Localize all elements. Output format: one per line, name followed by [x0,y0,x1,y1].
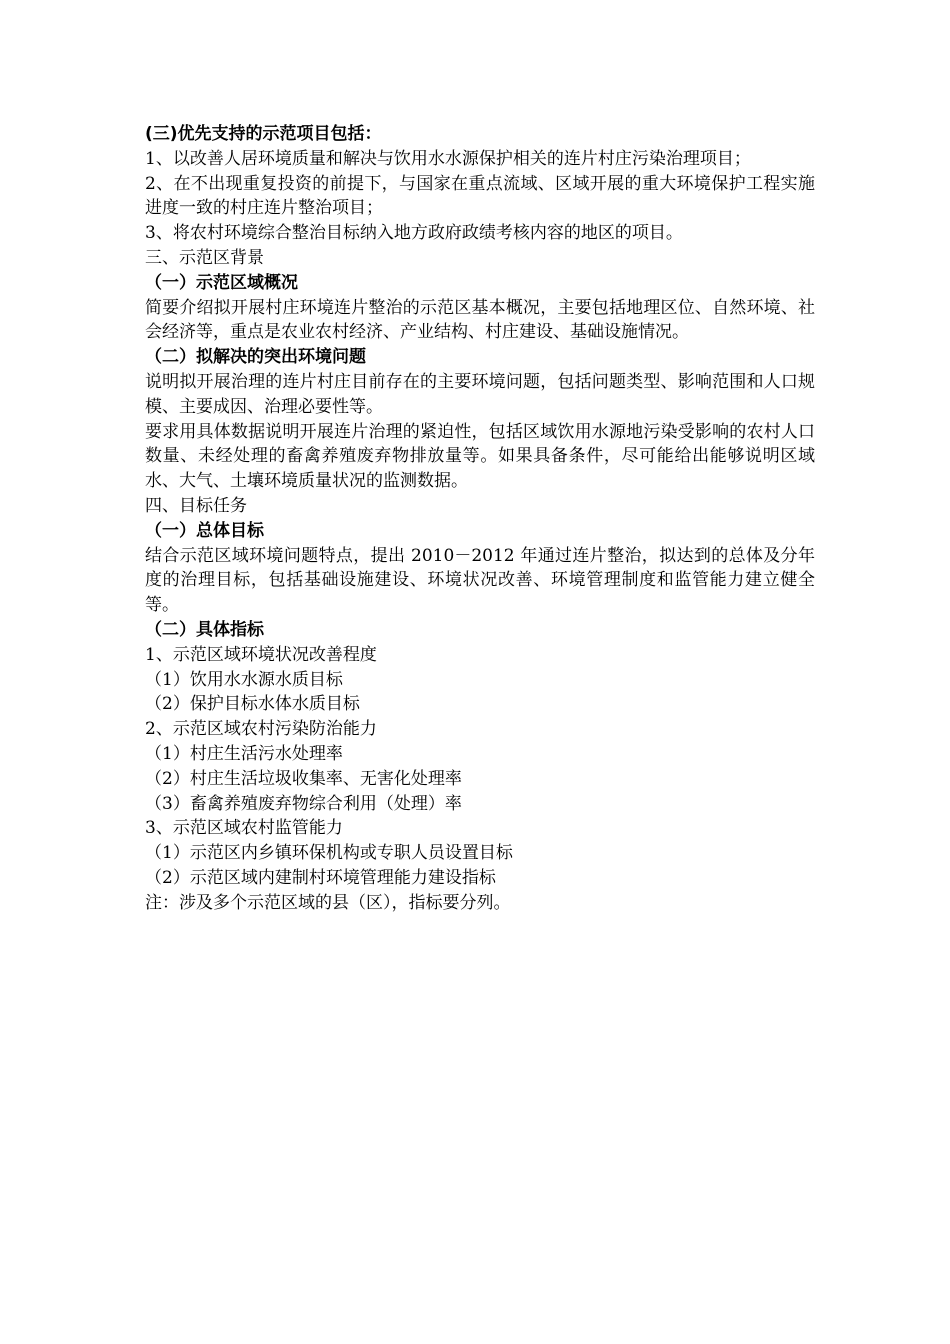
list-item: 2、示范区域农村污染防治能力 [145,719,377,740]
paragraph: 结合示范区域环境问题特点，提出 2010－2012 年通过连片整治，拟达到的总体及分年度的治理目标，包括基础设施建设、环境状况改善、环境管理制度和监管能力建立健全等。 [145,545,815,616]
subsection-heading-overall-goal: （一）总体目标 [145,520,264,541]
list-item: 2、在不出现重复投资的前提下，与国家在重点流域、区域开展的重大环境保护工程实施进度一致的村庄连片整治项目； [145,173,815,219]
paragraph: 要求用具体数据说明开展连片治理的紧迫性，包括区域饮用水源地污染受影响的农村人口数量、未经处理的畜禽养殖废弃物排放量等。如果具备条件，尽可能给出能够说明区域水、大气、土壤环境质量状况的监测数据。 [145,421,815,492]
list-item: （1）示范区内乡镇环保机构或专职人员设置目标 [145,843,513,864]
list-item: （1）饮用水水源水质目标 [145,669,343,690]
subsection-heading-indicators: （二）具体指标 [145,619,264,640]
list-item: 3、示范区域农村监管能力 [145,818,343,839]
list-item: （2）示范区域内建制村环境管理能力建设指标 [145,867,496,888]
section-heading-background: 三、示范区背景 [145,247,264,268]
list-item: （2）保护目标水体水质目标 [145,694,360,715]
list-item: （1）村庄生活污水处理率 [145,743,343,764]
paragraph: 简要介绍拟开展村庄环境连片整治的示范区基本概况，主要包括地理区位、自然环境、社会经济等，重点是农业农村经济、产业结构、村庄建设、基础设施情况。 [145,297,815,343]
subsection-heading-problems: （二）拟解决的突出环境问题 [145,347,366,368]
list-item: （2）村庄生活垃圾收集率、无害化处理率 [145,768,462,789]
paragraph: 说明拟开展治理的连片村庄目前存在的主要环境问题，包括问题类型、影响范围和人口规模、主要成因、治理必要性等。 [145,371,815,417]
section-heading-priority-projects: (三)优先支持的示范项目包括： [145,124,382,144]
section-heading-targets: 四、目标任务 [145,495,247,516]
list-item: 1、示范区域环境状况改善程度 [145,644,377,665]
list-item: 1、以改善人居环境质量和解决与饮用水水源保护相关的连片村庄污染治理项目； [145,148,751,169]
subsection-heading-overview: （一）示范区域概况 [145,272,298,293]
list-item: （3）畜禽养殖废弃物综合利用（处理）率 [145,793,462,814]
list-item: 3、将农村环境综合整治目标纳入地方政府政绩考核内容的地区的项目。 [145,223,683,244]
note: 注：涉及多个示范区域的县（区），指标要分列。 [145,892,511,913]
document-body [145,122,815,916]
